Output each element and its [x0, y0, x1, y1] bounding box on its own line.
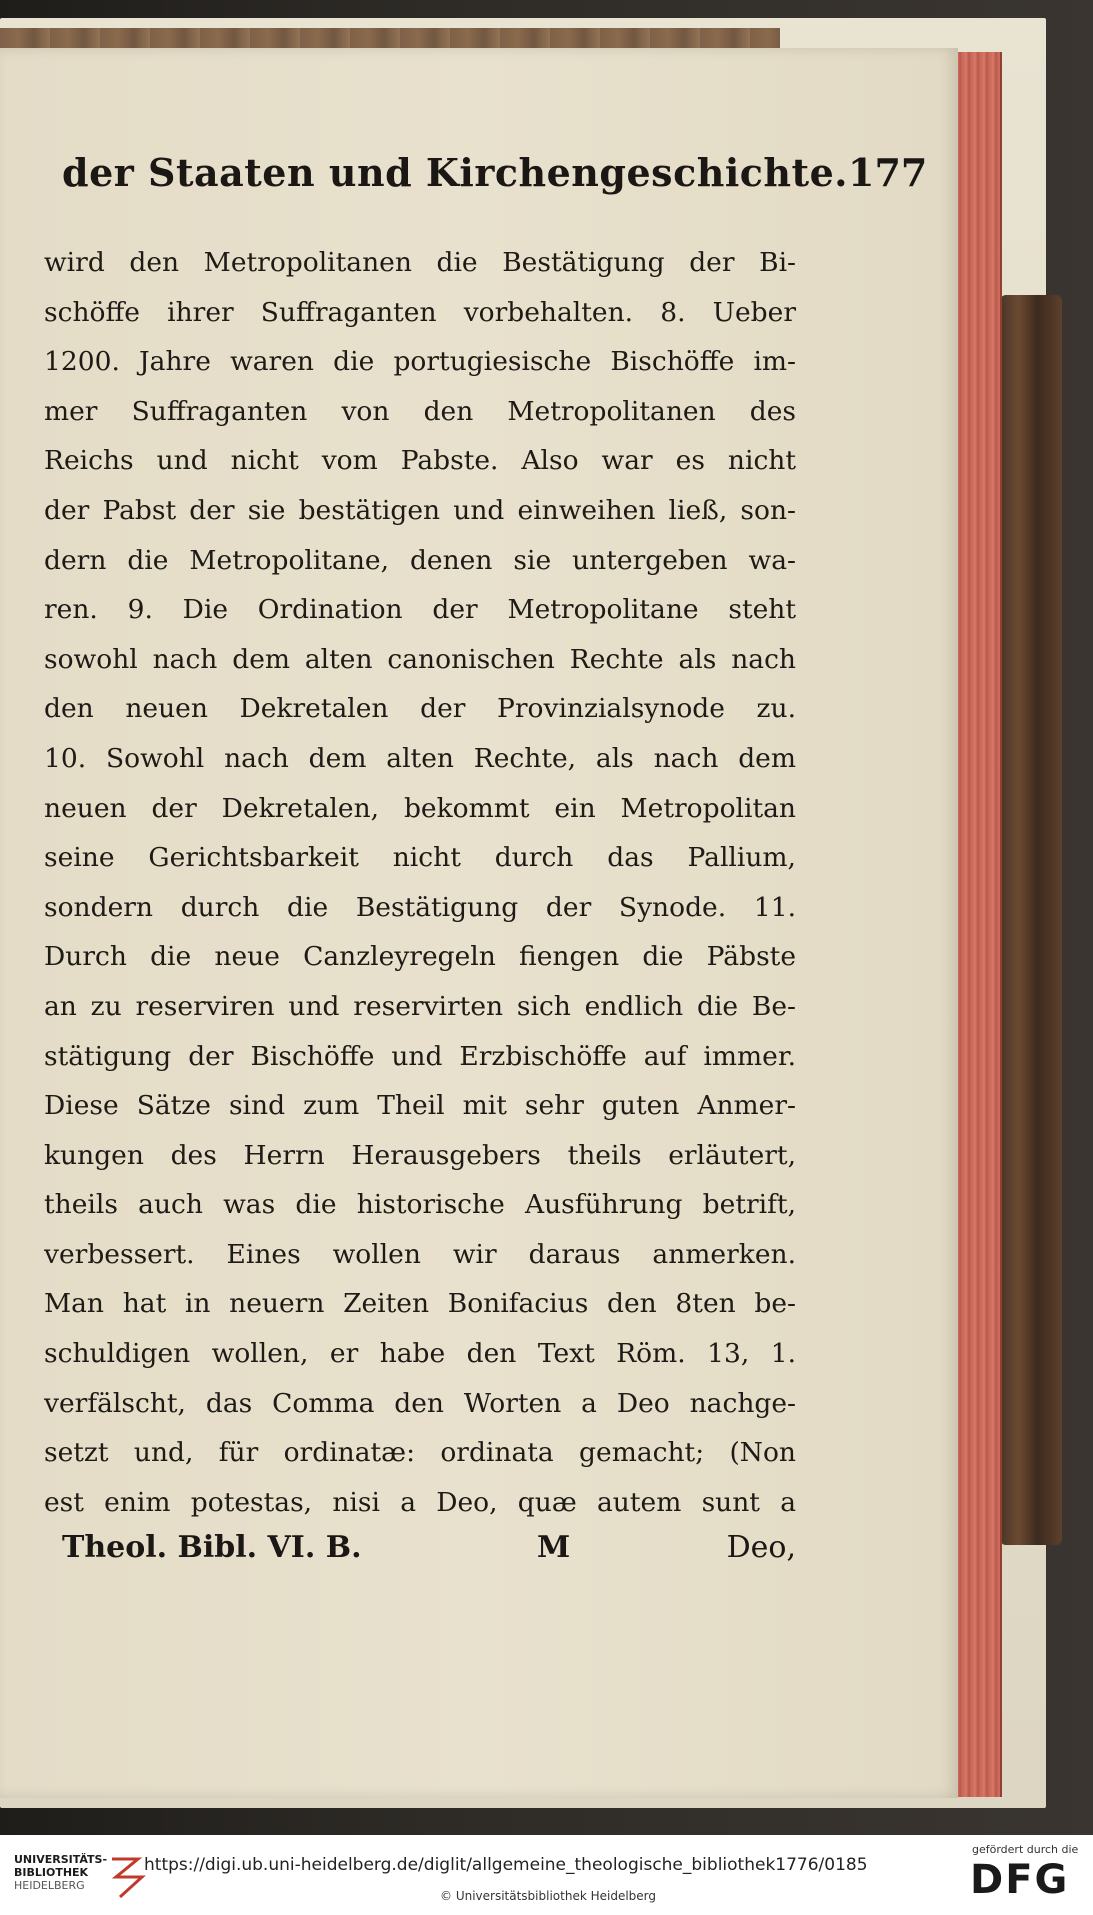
text-line: neuen der Dekretalen, bekommt ein Metropolitan [44, 792, 796, 824]
leather-spine-edge [1000, 295, 1062, 1545]
permalink-url[interactable]: https://digi.ub.uni-heidelberg.de/diglit/allgemeine_theologische_bibliothek1776/0185 [144, 1855, 868, 1875]
copyright-notice: © Universitätsbibliothek Heidelberg [440, 1889, 657, 1903]
body-text [44, 238, 796, 1527]
text-line: verbessert. Eines wollen wir daraus anmerken. [44, 1238, 796, 1270]
logo-line: HEIDELBERG [14, 1879, 85, 1892]
text-line: setzt und, für ordinatæ: ordinata gemacht; (Non [44, 1437, 796, 1469]
text-line: mer Suffraganten von den Metropolitanen des [44, 395, 796, 427]
footer-title: Theol. Bibl. VI. B. [62, 1530, 362, 1565]
page-footer [62, 1530, 796, 1580]
cover-top-edge [0, 28, 780, 50]
catchword: Deo, [726, 1530, 796, 1565]
logo-line: UNIVERSITÄTS- [14, 1853, 108, 1866]
signature-mark: M [537, 1530, 571, 1565]
text-line: dern die Metropolitane, denen sie untergeben wa- [44, 544, 796, 576]
text-line: den neuen Dekretalen der Provinzialsynode zu. [44, 693, 796, 725]
text-line: an zu reserviren und reservirten sich endlich die Be- [44, 990, 796, 1022]
dfg-logo[interactable]: DFG [970, 1857, 1070, 1903]
page-number: 177 [848, 150, 928, 195]
text-line: sowohl nach dem alten canonischen Rechte als nach [44, 643, 796, 675]
viewer-footer-bar [0, 1835, 1093, 1915]
text-line: der Pabst der sie bestätigen und einweihen ließ, son- [44, 494, 796, 526]
text-line: sondern durch die Bestätigung der Synode. 11. [44, 891, 796, 923]
text-line: theils auch was die historische Ausführung betrift, [44, 1189, 796, 1221]
page-header [62, 150, 928, 210]
text-line: stätigung der Bischöffe und Erzbischöffe auf immer. [44, 1040, 796, 1072]
text-line: schuldigen wollen, er habe den Text Röm. 13, 1. [44, 1338, 796, 1370]
text-line: 1200. Jahre waren die portugiesische Bischöffe im- [44, 346, 796, 378]
funding-label: gefördert durch die [972, 1843, 1079, 1856]
text-line: Reichs und nicht vom Pabste. Also war es nicht [44, 445, 796, 477]
text-line: seine Gerichtsbarkeit nicht durch das Pallium, [44, 842, 796, 874]
text-line: 10. Sowohl nach dem alten Rechte, als nach dem [44, 742, 796, 774]
logo-line: BIBLIOTHEK [14, 1866, 89, 1879]
text-line: ren. 9. Die Ordination der Metropolitane steht [44, 594, 796, 626]
text-line: Diese Sätze sind zum Theil mit sehr guten Anmer- [44, 1090, 796, 1122]
red-page-edges [954, 52, 1002, 1797]
library-logo[interactable] [14, 1853, 110, 1892]
text-line: kungen des Herrn Herausgebers theils erläutert, [44, 1139, 796, 1171]
text-line: verfälscht, das Comma den Worten a Deo nachge- [44, 1387, 796, 1419]
text-line: Durch die neue Canzleyregeln fiengen die Päbste [44, 941, 796, 973]
running-head: der Staaten und Kirchengeschichte. [62, 150, 848, 195]
text-line: wird den Metropolitanen die Bestätigung der Bi- [44, 247, 796, 278]
text-line: schöffe ihrer Suffraganten vorbehalten. 8. Ueber [44, 296, 796, 328]
text-line: Man hat in neuern Zeiten Bonifacius den 8ten be- [44, 1288, 796, 1320]
text-line: est enim potestas, nisi a Deo, quæ autem sunt a [44, 1486, 796, 1518]
